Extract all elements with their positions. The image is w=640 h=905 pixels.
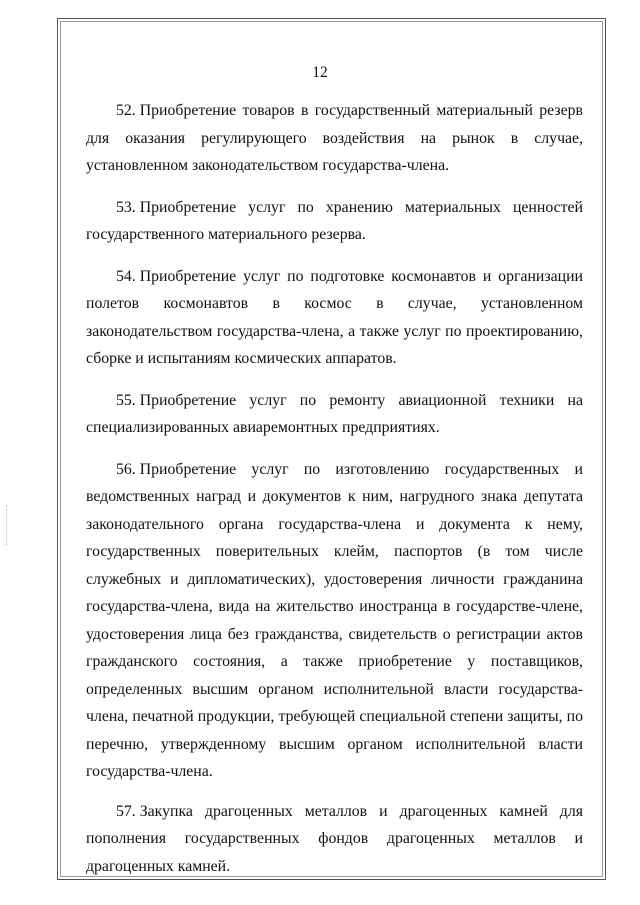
paragraph-56 (86, 456, 583, 786)
item-number: 57. (116, 802, 136, 820)
margin-mark (6, 505, 9, 545)
item-number: 56. (116, 460, 136, 478)
item-text: Приобретение услуг по подготовке космонавтов и организации полетов космонавтов в космос в случае, установленном законодательством государства-члена, а также услуг по проектированию, сборке и испытаниям космических аппаратов. (86, 267, 583, 367)
item-text: Закупка драгоценных металлов и драгоценных камней для пополнения государственных фондов драгоценных металлов и драгоценных камней. (86, 802, 583, 875)
paragraph-54 (86, 263, 583, 373)
item-number: 52. (116, 102, 136, 119)
document-body (86, 97, 583, 894)
item-number: 55. (116, 391, 136, 409)
item-text: Приобретение услуг по изготовлению государственных и ведомственных наград и документов к ним, нагрудного знака депутата законодательного органа государства-члена и документа к нему, государственных поверительных клейм, паспортов (в том числе служебных и дипломатических), удостоверения личности гражданина государства-члена, вида на жительство иностранца в государстве-члене, удостоверения лица без гражданства, свидетельств о регистрации актов гражданского состояния, а также приобретение у поставщиков, определенных высшим органом исполнительной власти государства-члена, печатной продукции, требующей специальной степени защиты, по перечню, утвержденному высшим органом исполнительной власти государства-члена. (86, 460, 583, 780)
page-number: 12 (312, 64, 328, 81)
paragraph-53 (86, 194, 583, 249)
item-text: Приобретение услуг по хранению материальных ценностей государственного материального резерва. (86, 198, 583, 243)
item-number: 54. (116, 267, 136, 285)
paragraph-55 (86, 387, 583, 442)
item-text: Приобретение товаров в государственный материальный резерв для оказания регулирующего воздействия на рынок в случае, установленном законодательством государства-члена. (86, 102, 583, 174)
paragraph-52 (86, 97, 583, 180)
item-text: Приобретение услуг по ремонту авиационной техники на специализированных авиаремонтных предприятиях. (86, 391, 583, 436)
item-number: 53. (116, 198, 136, 216)
paragraph-57 (86, 798, 583, 881)
